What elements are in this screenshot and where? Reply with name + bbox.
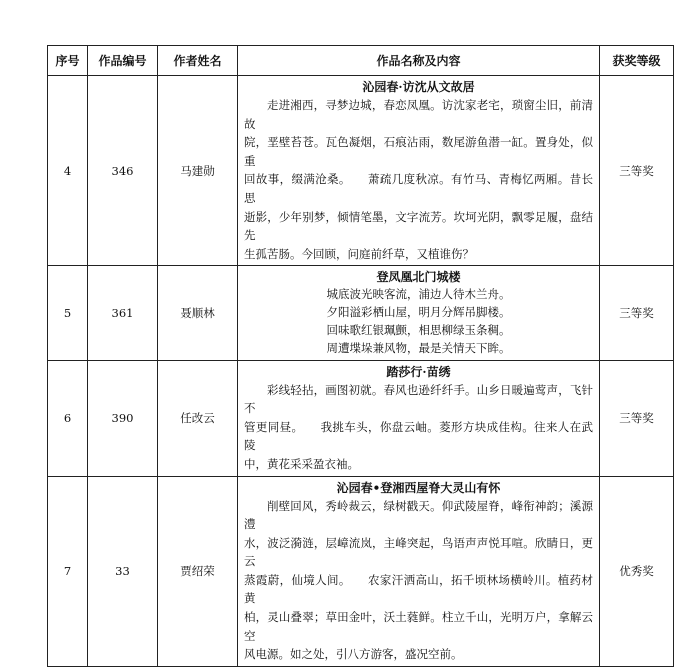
table-row bbox=[48, 266, 674, 360]
table-row bbox=[48, 476, 674, 666]
row-author: 聂顺林 bbox=[158, 266, 238, 360]
work-line: 中，黄花采采盈衣袖。 bbox=[244, 456, 359, 471]
row-work-id: 33 bbox=[88, 476, 158, 666]
work-line: 柏，灵山叠翠；草田金叶，沃土蕤鲜。柱立千山，光明万户，拿解云空 bbox=[244, 610, 593, 643]
row-no: 4 bbox=[48, 76, 88, 266]
row-work bbox=[238, 266, 600, 360]
work-line: 回味歌红银珮颤，相思柳绿玉条稠。 bbox=[326, 322, 511, 337]
row-author: 任改云 bbox=[158, 360, 238, 476]
row-no: 6 bbox=[48, 360, 88, 476]
table-row bbox=[48, 76, 674, 266]
row-author: 贾绍荣 bbox=[158, 476, 238, 666]
header-title-content: 作品名称及内容 bbox=[238, 46, 600, 76]
row-award: 三等奖 bbox=[600, 266, 674, 360]
row-work-id: 361 bbox=[88, 266, 158, 360]
row-no: 5 bbox=[48, 266, 88, 360]
row-work bbox=[238, 476, 600, 666]
row-award: 三等奖 bbox=[600, 360, 674, 476]
work-line: 夕阳溢彩栖山屋，明月分辉吊脚楼。 bbox=[326, 305, 511, 320]
work-line: 走进湘西，寻梦边城，春恋凤凰。访沈家老宅，琐窗尘旧，前清故 bbox=[244, 98, 593, 131]
row-work-id: 390 bbox=[88, 360, 158, 476]
row-work bbox=[238, 360, 600, 476]
awards-table bbox=[47, 45, 674, 667]
work-content bbox=[244, 96, 593, 263]
row-work bbox=[238, 76, 600, 266]
work-content bbox=[244, 381, 593, 474]
row-no: 7 bbox=[48, 476, 88, 666]
work-line: 回故事，缀满沧桑。 萧疏几度秋凉。有竹马、青梅忆两厢。昔长思 bbox=[244, 172, 593, 205]
work-line: 逝影，少年别梦，倾情笔墨，文字流芳。坎坷光阴，飘零足履，盘结先 bbox=[244, 209, 593, 243]
work-title: 沁园春•登湘西屋脊大灵山有怀 bbox=[336, 480, 501, 495]
header-award: 获奖等级 bbox=[600, 46, 674, 76]
header-author: 作者姓名 bbox=[158, 46, 238, 76]
work-line: 蒸霞蔚，仙境人间。 农家汗洒高山，拓千顷林场横岭川。植药材黄 bbox=[244, 572, 593, 606]
row-work-id: 346 bbox=[88, 76, 158, 266]
work-line: 城底波光映客流，浦边人待木兰舟。 bbox=[326, 287, 511, 302]
header-work-id: 作品编号 bbox=[88, 46, 158, 76]
header-row bbox=[48, 46, 674, 76]
work-title: 沁园春·访沈从文故居 bbox=[362, 80, 475, 94]
header-no: 序号 bbox=[48, 46, 88, 76]
row-author: 马建勋 bbox=[158, 76, 238, 266]
table-row bbox=[48, 360, 674, 476]
work-content bbox=[244, 497, 593, 664]
row-award: 优秀奖 bbox=[600, 476, 674, 666]
work-title: 踏莎行·苗绣 bbox=[386, 364, 451, 379]
work-content bbox=[244, 286, 593, 357]
work-line: 生孤苦肠。今回顾，问庭前纤草，又植谁伤？ bbox=[244, 246, 474, 261]
work-line: 院，垩壁苔苍。瓦色凝烟，石痕沾雨，数尾游鱼潜一缸。置身处，似重 bbox=[244, 135, 593, 168]
work-title: 登凤凰北门城楼 bbox=[376, 270, 461, 285]
work-line: 风电源。如之处，引八方游客，盛况空前。 bbox=[244, 647, 463, 662]
row-award: 三等奖 bbox=[600, 76, 674, 266]
work-line: 削壁回风，秀岭裁云，绿树戳天。仰武陵屋脊，峰衔神韵；溪源澧 bbox=[244, 498, 593, 532]
work-line: 管更同昼。 我挑车头，你盘云岫。菱形方块成佳构。往来人在武陵 bbox=[244, 419, 594, 453]
work-line: 彩线轻拈，画图初就。春风也逊纤纤手。山乡日暖遍莺声，飞针不 bbox=[244, 382, 593, 416]
work-line: 水，波泛漪涟，层嶂流岚，主峰突起，鸟语声声悦耳喧。欣睛日，更云 bbox=[244, 535, 593, 569]
work-line: 周遭堞垛兼风物，最是关情天下眸。 bbox=[326, 340, 511, 355]
